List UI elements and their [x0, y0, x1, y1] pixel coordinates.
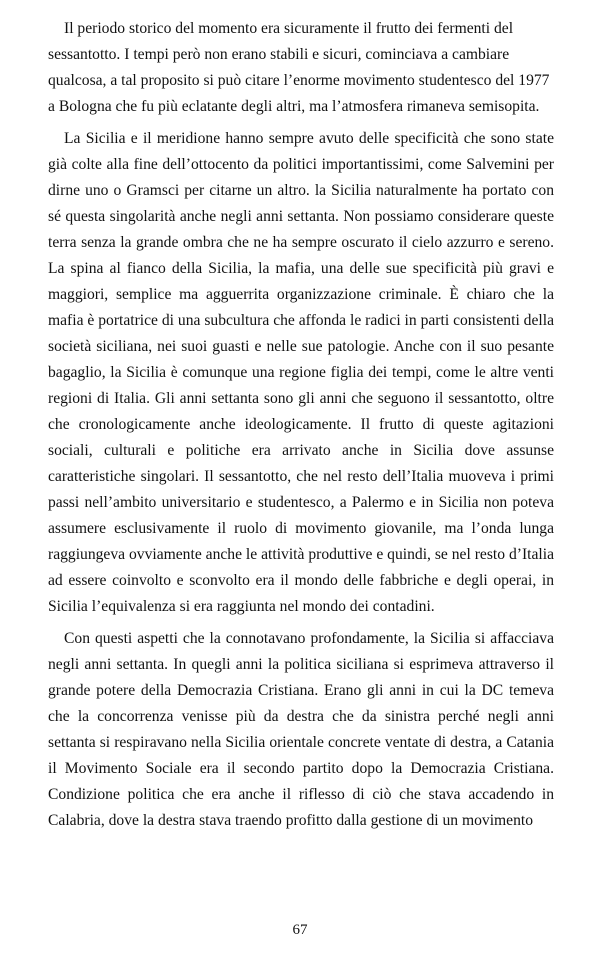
page-number: 67 [292, 922, 308, 938]
paragraph-3: Con questi aspetti che la connotavano profondamente, la Sicilia si affacciava negli anni settanta. In quegli anni la politica siciliana si esprimeva attraverso il grande potere della Democrazia Cristiana. Erano gli anni in cui la DC temeva che la concorrenza venisse più da destra che da sinistra perché negli anni settanta si respiravano nella Sicilia orientale concrete ventate di destra, a Catania il Movimento Sociale era il secondo partito dopo la Democrazia Cristiana. Condizione politica che era anche il riflesso di ciò che stava accadendo in Calabria, dove la destra stava traendo profitto dalla gestione di un movimento [48, 630, 554, 829]
paragraph-2: La Sicilia e il meridione hanno sempre avuto delle specificità che sono state già colte alla fine dell’ottocento da politici importantissimi, come Salvemini per dirne uno o Gramsci per citarne un altro. la Sicilia naturalmente ha portato con sé questa singolarità anche negli anni settanta. Non possiamo considerare queste terra senza la grande ombra che ne ha sempre oscurato il cielo azzurro e sereno. La spina al fianco della Sicilia, la mafia, una delle sue specificità più gravi e maggiori, semplice ma agguerrita organizzazione criminale. È chiaro che la mafia è portatrice di una subcultura che affonda le radici in parti consistenti della società siciliana, nei suoi guasti e nelle sue patologie. Anche con il suo pesante bagaglio, la Sicilia è comunque una regione figlia dei tempi, come le altre venti regioni di Italia. Gli anni settanta sono gli anni che seguono il sessantotto, oltre che cronologicamente anche ideologicamente. Il frutto di queste agitazioni sociali, culturali e politiche era arrivato anche in Sicilia dove assunse caratteristiche singolari. Il sessantotto, che nel resto dell’Italia muoveva i primi passi nell’ambito universitario e studentesco, a Palermo e in Sicilia non poteva assumere esclusivamente il ruolo di movimento giovanile, ma l’onda lunga raggiungeva ovviamente anche le attività produttive e quindi, se nel resto d’Italia ad essere coinvolto e sconvolto era il mondo delle fabbriche e degli operai, in Sicilia l’equivalenza si era raggiunta nel mondo dei contadini. [48, 130, 554, 615]
paragraph-1: Il periodo storico del momento era sicuramente il frutto dei fermenti del sessantotto. I tempi però non erano stabili e sicuri, cominciava a cambiare qualcosa, a tal proposito si può citare l’enorme movimento studentesco del 1977 a Bologna che fu più eclatante degli altri, ma l’atmosfera rimaneva semisopita. [48, 20, 550, 115]
document-body [48, 16, 554, 840]
